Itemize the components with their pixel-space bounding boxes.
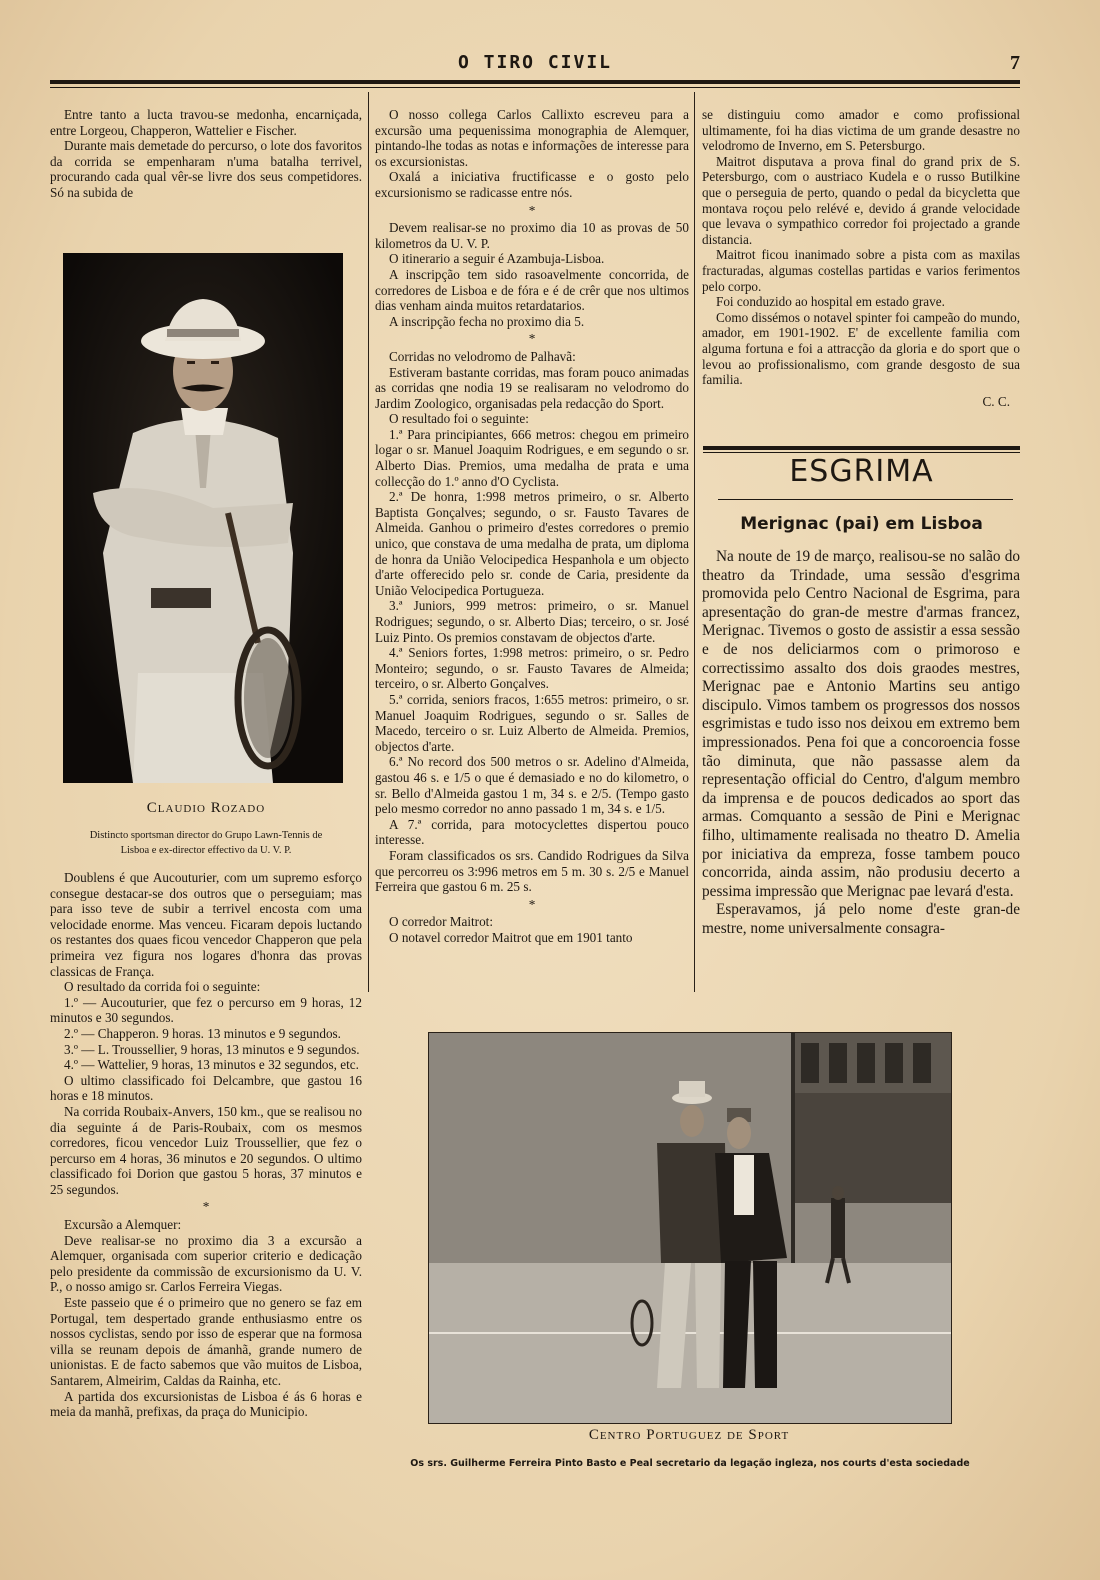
paragraph: 4.º — Wattelier, 9 horas, 13 minutos e 32 segundos, etc. bbox=[64, 1057, 359, 1073]
tennis-court-illustration bbox=[429, 1033, 951, 1423]
article-signature: C. C. bbox=[982, 393, 1010, 409]
paragraph: 6.ª No record dos 500 metros o sr. Adelino d'Almeida, gastou 46 s. e 1/5 o que é demasiado e no do kilometro, o sr. Bello d'Almeida gastou 1 m, 34 s. e 2/5. (Tempo gasto pelo mesmo corredor no anno passado 1 m, 34 s. e 1/5. bbox=[375, 754, 689, 817]
paragraph: Excursão a Alemquer: bbox=[64, 1217, 182, 1233]
portrait-caption-line2: Lisboa e ex-director effectivo da U. V. P. bbox=[120, 845, 292, 856]
column-rule-1 bbox=[368, 92, 369, 992]
bottom-photo-caption-subtitle: Os srs. Guilherme Ferreira Pinto Basto e Peal secretario da legação ingleza, nos courts d'esta sociedade bbox=[410, 1458, 970, 1469]
paragraph: Devem realisar-se no proximo dia 10 as provas de 50 kilometros da U. V. P. bbox=[375, 220, 689, 251]
portrait-photo-claudio-rozado bbox=[63, 253, 343, 783]
section-separator: * bbox=[528, 202, 536, 218]
paragraph: 3.º — L. Troussellier, 9 horas, 13 minutos e 9 segundos. bbox=[64, 1041, 360, 1057]
paragraph: Na noute de 19 de março, realisou-se no salão do theatro da Trindade, uma sessão d'esgrima promovida pelo Centro Nacional de Esgrima, para apresentação do gran-de mestre d'armas francez, Merignac. Tivemos o gosto de assistir a essa sessão e de nos deliciarmos com o primoroso e correctissimo assalto dos dois graodes mestres, Merignac pae e Antonio Martins seu antigo discipulo. Vimos tambem os progressos dos nossos esgrimistas e tudo isso nos deixou em extremo bem impressionados. Pena foi que a concoroencia fosse tão diminuta, que não passasse alem da representação official do Centro, d'algum membro da imprensa e de poucos dedicados ao sport das armas. Comquanto a sessão de Pini e Merignac filho, ultimamente realisada no theatro D. Amelia por iniciativa da empreza, fosse tambem pouco concorrida, ainda assim, não produsiu decerto a pessima impressão que Merignac pae levará d'esta. bbox=[702, 548, 1020, 900]
paragraph: 1.º — Aucouturier, que fez o percurso em 9 horas, 12 minutos e 30 segundos. bbox=[50, 994, 362, 1026]
portrait-caption-title: Claudio Rozado bbox=[146, 800, 266, 816]
paragraph: Na corrida Roubaix-Anvers, 150 km., que se realisou no dia seguinte á de Paris-Roubaix, com os mesmos corredores, ficou vencedor Luiz Troussellier, que fez o percurso em 4 horas, 36 minutos e 20 segundos. O ultimo classificado foi Dorion que gastou 5 horas, 37 minutos e 25 segundos. bbox=[50, 1103, 362, 1197]
col3-top-text bbox=[702, 107, 1020, 409]
paragraph: Como dissémos o notavel spinter foi campeão do mundo, amador, em 1901-1902. E' de excellente familia com alguma fortuna e foi a attracção da gloria e do sport que o levou ao profissionalismo, com grande desgosto de sua familia. bbox=[702, 309, 1020, 388]
paragraph: A 7.ª corrida, para motocyclettes dispertou pouco interesse. bbox=[375, 816, 689, 848]
paragraph: O notavel corredor Maitrot que em 1901 tanto bbox=[389, 929, 633, 945]
paragraph: 3.ª Juniors, 999 metros: primeiro, o sr. Manuel Rodrigues; segundo, o sr. Alberto Dias; terceiro, o sr. José Luiz Pinto. Os premios constavam de objectos d'arte. bbox=[375, 598, 689, 645]
paragraph: Entre tanto a lucta travou-se medonha, encarniçada, entre Lorgeou, Chapperon, Wattelier e Fischer. bbox=[50, 107, 362, 138]
section-rule-thick bbox=[703, 446, 1020, 450]
paragraph: Estiveram bastante corridas, mas foram pouco animadas as corridas qne nodia 19 se realisaram no velodromo do Jardim Zoologico, organisadas pela redacção do Sport. bbox=[375, 364, 689, 411]
paragraph: A inscripção tem sido rasoavelmente concorrida, de corredores de Lisboa e de fóra e é de crêr que nos ultimos dias venham ainda muitos retardatarios. bbox=[375, 266, 689, 314]
paragraph: se distinguiu como amador e como profissional ultimamente, foi ha dias victima de um grande desastre no velodromo de Inverno, em S. Petersburgo. bbox=[702, 107, 1020, 154]
col1-bottom-text bbox=[50, 870, 362, 1420]
col2-text bbox=[375, 107, 689, 945]
paragraph: O nosso collega Carlos Callixto escreveu para a excursão uma pequenissima monographia de Alemquer, pintando-lhe todas as notas e informações de interesse para os excursionistas. bbox=[375, 107, 689, 169]
article-title: Merignac (pai) em Lisboa bbox=[740, 514, 983, 534]
paragraph: O ultimo classificado foi Delcambre, que gastou 16 horas e 18 minutos. bbox=[50, 1072, 362, 1104]
section-separator: * bbox=[528, 896, 536, 912]
paragraph: Doublens é que Aucouturier, com um supremo esforço consegue destacar-se dos outros que o perseguiam; mas para isso teve de subir a terrivel encosta com uma velocidade enorme. Mas venceu. Ficaram depois luctando os restantes dos quaes ficou vencedor Chapperon que pela primeira vez figura nos logares d'honra das provas classicas de França. bbox=[50, 870, 362, 979]
tennis-court-photo bbox=[428, 1032, 952, 1424]
paragraph: Maitrot ficou inanimado sobre a pista com as maxilas fracturadas, algumas costellas partidas e varios ferimentos pelo corpo. bbox=[702, 247, 1020, 294]
paragraph: 4.ª Seniors fortes, 1:998 metros: primeiro, o sr. Pedro Monteiro; segundo, o sr. Fausto Tavares de Almeida; terceiro, o sr. Alberto Gonçalves. bbox=[375, 645, 689, 692]
paragraph: Corridas no velodromo de Palhavã: bbox=[389, 348, 576, 364]
paragraph: Foram classificados os srs. Candido Rodrigues da Silva que percorreu os 3:996 metros em 5 m. 30 s. 2/5 e Manuel Ferreira que gastou 6 m. 25 s. bbox=[375, 847, 689, 895]
paragraph: Deve realisar-se no proximo dia 3 a excursão a Alemquer, organisada com superior criterio e dedicação pelo presidente da commissão de excursionismo da U. V. P., o nosso amigo sr. Carlos Ferreira Viegas. bbox=[50, 1232, 362, 1295]
paragraph: 1.ª Para principiantes, 666 metros: chegou em primeiro logar o sr. Manuel Joaquim Rodrigues, e em segundo o sr. Alberto Dias. Premios, uma medalha de prata e uma collecção do 1.º anno d'O Cyclista. bbox=[375, 426, 689, 489]
paragraph: Durante mais demetade do percurso, o lote dos favoritos da corrida se empenharam n'uma batalha terrivel, procurando cada qual vêr-se livre dos seus competidores. Só na subida de bbox=[50, 138, 362, 200]
col1-top-text bbox=[50, 107, 362, 201]
section-title-underline bbox=[718, 499, 1013, 500]
page-number: 7 bbox=[1010, 52, 1020, 74]
paragraph: 2.ª De honra, 1:998 metros primeiro, o sr. Alberto Baptista Gonçalves; segundo, o sr. Fausto Tavares de Almeida. Ganhou o primeiro d'estes corredores o premio unico, que constava de uma medalha de prata, um diploma de honra da União Velocipedica Hespanhola e um objecto d'arte offerecido pelo sr. conde de Caria, presidente da União Velocipedica Portugueza. bbox=[375, 489, 689, 598]
section-separator: * bbox=[528, 331, 536, 347]
portrait-illustration bbox=[63, 253, 343, 783]
paragraph: 5.ª corrida, seniors fracos, 1:655 metros: primeiro, o sr. Manuel Joaquim Rodrigues, segundo o sr. Salles de Macedo, terceiro o sr. Luiz Alberto de Almeida. Premios, objectos d'arte. bbox=[375, 691, 689, 754]
paragraph: A inscripção fecha no proximo dia 5. bbox=[389, 313, 585, 329]
paragraph: Oxalá a iniciativa fructificasse e o gosto pelo excursionismo se radicasse entre nós. bbox=[375, 169, 689, 200]
paragraph: Este passeio que é o primeiro que no genero se faz em Portugal, tem despertado grande enthusiasmo entre os nossos cyclistas, sendo por isso de esperar que na formosa villa se reunam depois de ámanhã, grande numero de unionistas. E de facto sabemos que vão muitos de Lisboa, Santarem, Almeirim, Caldas da Rainha, etc. bbox=[50, 1295, 362, 1388]
header-rule-thick bbox=[50, 80, 1020, 84]
paragraph: Esperavamos, já pelo nome d'este gran-de mestre, nome universalmente consagra- bbox=[702, 901, 1020, 937]
header-rule-thin bbox=[50, 87, 1020, 88]
portrait-caption-line1: Distincto sportsman director do Grupo Lawn-Tennis de bbox=[89, 830, 323, 841]
paragraph: O resultado da corrida foi o seguinte: bbox=[64, 979, 261, 995]
paragraph: Maitrot disputava a prova final do grand prix de S. Petersburgo, com o austriaco Kudela e o russo Butilkine que o perseguia de perto, quando o pedal da bicycletta que montava roçou pelo relévé e, devido á grande velocidade que levava o sympathico corredor foi projectado a grande distancia. bbox=[702, 153, 1020, 247]
section-rule-thin bbox=[703, 452, 1020, 453]
bottom-photo-caption-title: Centro Portuguez de Sport bbox=[588, 1427, 790, 1443]
paragraph: O corredor Maitrot: bbox=[389, 914, 493, 930]
section-separator: * bbox=[202, 1199, 210, 1215]
paragraph: Foi conduzido ao hospital em estado grave. bbox=[716, 294, 945, 310]
column-rule-2 bbox=[694, 92, 695, 992]
portrait-caption-subtitle bbox=[50, 828, 362, 858]
newspaper-title: O TIRO CIVIL bbox=[457, 52, 613, 73]
section-title-esgrima: ESGRIMA bbox=[789, 454, 934, 489]
paragraph: A partida dos excursionistas de Lisboa é ás 6 horas e meia da manhã, prefixas, da praça do Municipio. bbox=[50, 1388, 362, 1420]
paragraph: O resultado foi o seguinte: bbox=[389, 411, 529, 427]
paragraph: O itinerario a seguir é Azambuja-Lisboa. bbox=[389, 251, 605, 267]
page-header bbox=[50, 50, 1020, 92]
paragraph: 2.º — Chapperon. 9 horas. 13 minutos e 9 segundos. bbox=[64, 1025, 341, 1041]
col3-esgrima-text bbox=[702, 548, 1020, 938]
